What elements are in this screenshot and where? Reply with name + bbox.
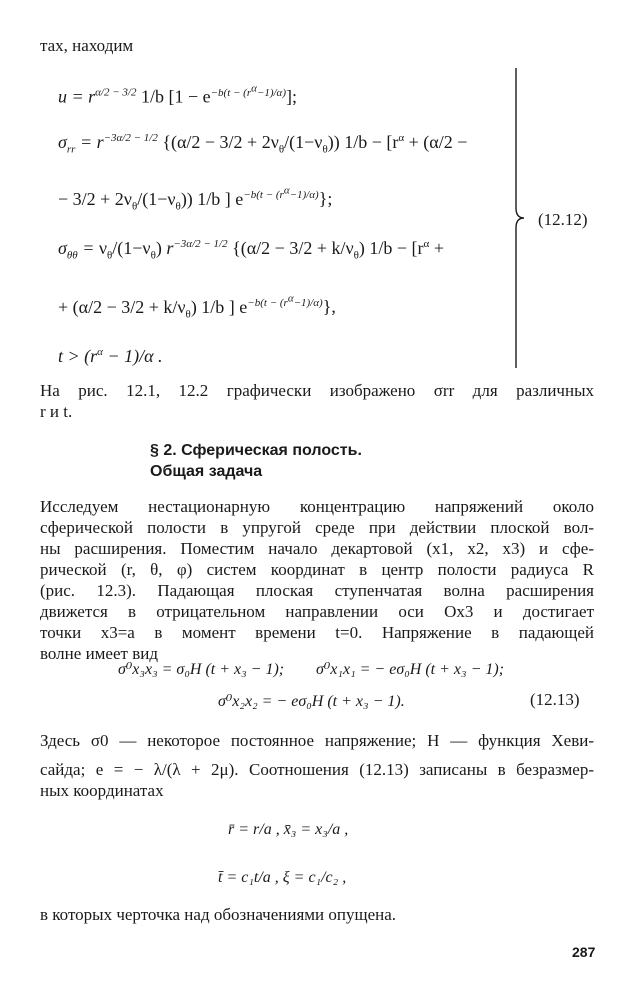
equation-sigma-rr: $\sigma_{rr} = r^{-3\alpha/2 - 1/2}$ {$(\alpha/2 - 3/2 + 2\nu_\theta/(1-\nu_\theta))$ $1/b - [r^\alpha + (\alpha/2$ − xyxy=(58,132,468,156)
caption-paragraph xyxy=(40,380,594,422)
equation-u: $u = r^{\alpha/2 - 3/2}$ 1/b $[1 - e^{-b(t - (r^\alpha-1)/\alpha)}]$; xyxy=(58,82,297,107)
paragraph-line: рической (r, θ, φ) систем координат в центр полости радиуса R xyxy=(40,560,594,579)
equation-sigma-x3x3: σ⁰x₃x₃ = σ₀H (t + x₃ − 1); xyxy=(118,661,285,678)
page-number: 287 xyxy=(572,944,596,960)
equation-condition: $t > (r^\alpha - 1)/\alpha$ . xyxy=(58,346,163,366)
paragraph-line: сайда; e = − λ/(λ + 2μ). Соотношения (12.13) записаны в безразмер- xyxy=(40,760,594,779)
equation-sigma-thth: $\sigma_{\theta\theta} = \nu_\theta/(1-\nu_\theta)$ $r^{-3\alpha/2 - 1/2}$ {$(\alpha/2 - 3/2 + k/\nu_\theta)$ $1/b - [r^\alpha$ + xyxy=(58,238,444,262)
equation-dimensionless-2: t̄ = c₁t/a , ξ = c₁/c₂ , xyxy=(218,869,347,886)
equation-number-12-13: (12.13) xyxy=(530,690,580,709)
paragraph-intro xyxy=(40,496,594,664)
brace-right xyxy=(514,68,526,368)
caption-line: На рис. 12.1, 12.2 графически изображено σrr для различных xyxy=(40,381,594,400)
equation-sigma-rr-cont: − $3/2 + 2\nu_\theta/(1-\nu_\theta)$) 1/b ] $e^{-b(t - (r^\alpha-1)/\alpha)}$}; xyxy=(58,184,333,213)
paragraph-line: сферической полости в упругой среде при действии плоской вол- xyxy=(40,518,594,537)
closing-text: в которых черточка над обозначениями опущена. xyxy=(40,905,397,924)
paragraph-line: (рис. 12.3). Падающая плоская ступенчатая волна расширения xyxy=(40,581,594,600)
paragraph-line: точки x3=a в момент времени t=0. Напряжение в падающей xyxy=(40,623,594,642)
equation-sigma-x2x2: σ⁰x₂x₂ = − eσ₀H (t + x₃ − 1). xyxy=(218,693,405,710)
paragraph-line: ны расширения. Поместим начало декартовой (x1, x2, x3) и сфе- xyxy=(40,539,594,558)
paragraph-line: волне имеет вид xyxy=(40,644,158,663)
section-heading-line1: § 2. Сферическая полость. xyxy=(150,442,362,459)
paragraph-line: ных координатах xyxy=(40,781,164,800)
equation-sigma-thth-cont: + $(\alpha/2 - 3/2 + k/\nu_\theta)$ 1/b ] $e^{-b(t - (r^\alpha-1)/\alpha)}$}, xyxy=(58,292,336,321)
equation-number-12-12: (12.12) xyxy=(538,210,588,229)
equation-sigma-x1x1: σ⁰x₁x₁ = − eσ₀H (t + x₃ − 1); xyxy=(316,661,505,678)
paragraph-line: движется в отрицательном направлении оси Ox3 и достигает xyxy=(40,602,594,621)
paragraph-line: Исследуем нестационарную концентрацию напряжений около xyxy=(40,497,594,516)
top-text: тах, находим xyxy=(40,36,134,55)
section-heading-line2: Общая задача xyxy=(150,463,263,480)
equation-dimensionless-1: r̄ = r/a , x̄₃ = x₃/a , xyxy=(228,821,349,838)
paragraph-line: Здесь σ0 — некоторое постоянное напряжение; H — функция Хеви- xyxy=(40,731,594,750)
paragraph-definitions xyxy=(40,730,594,801)
caption-line: r и t. xyxy=(40,402,73,421)
